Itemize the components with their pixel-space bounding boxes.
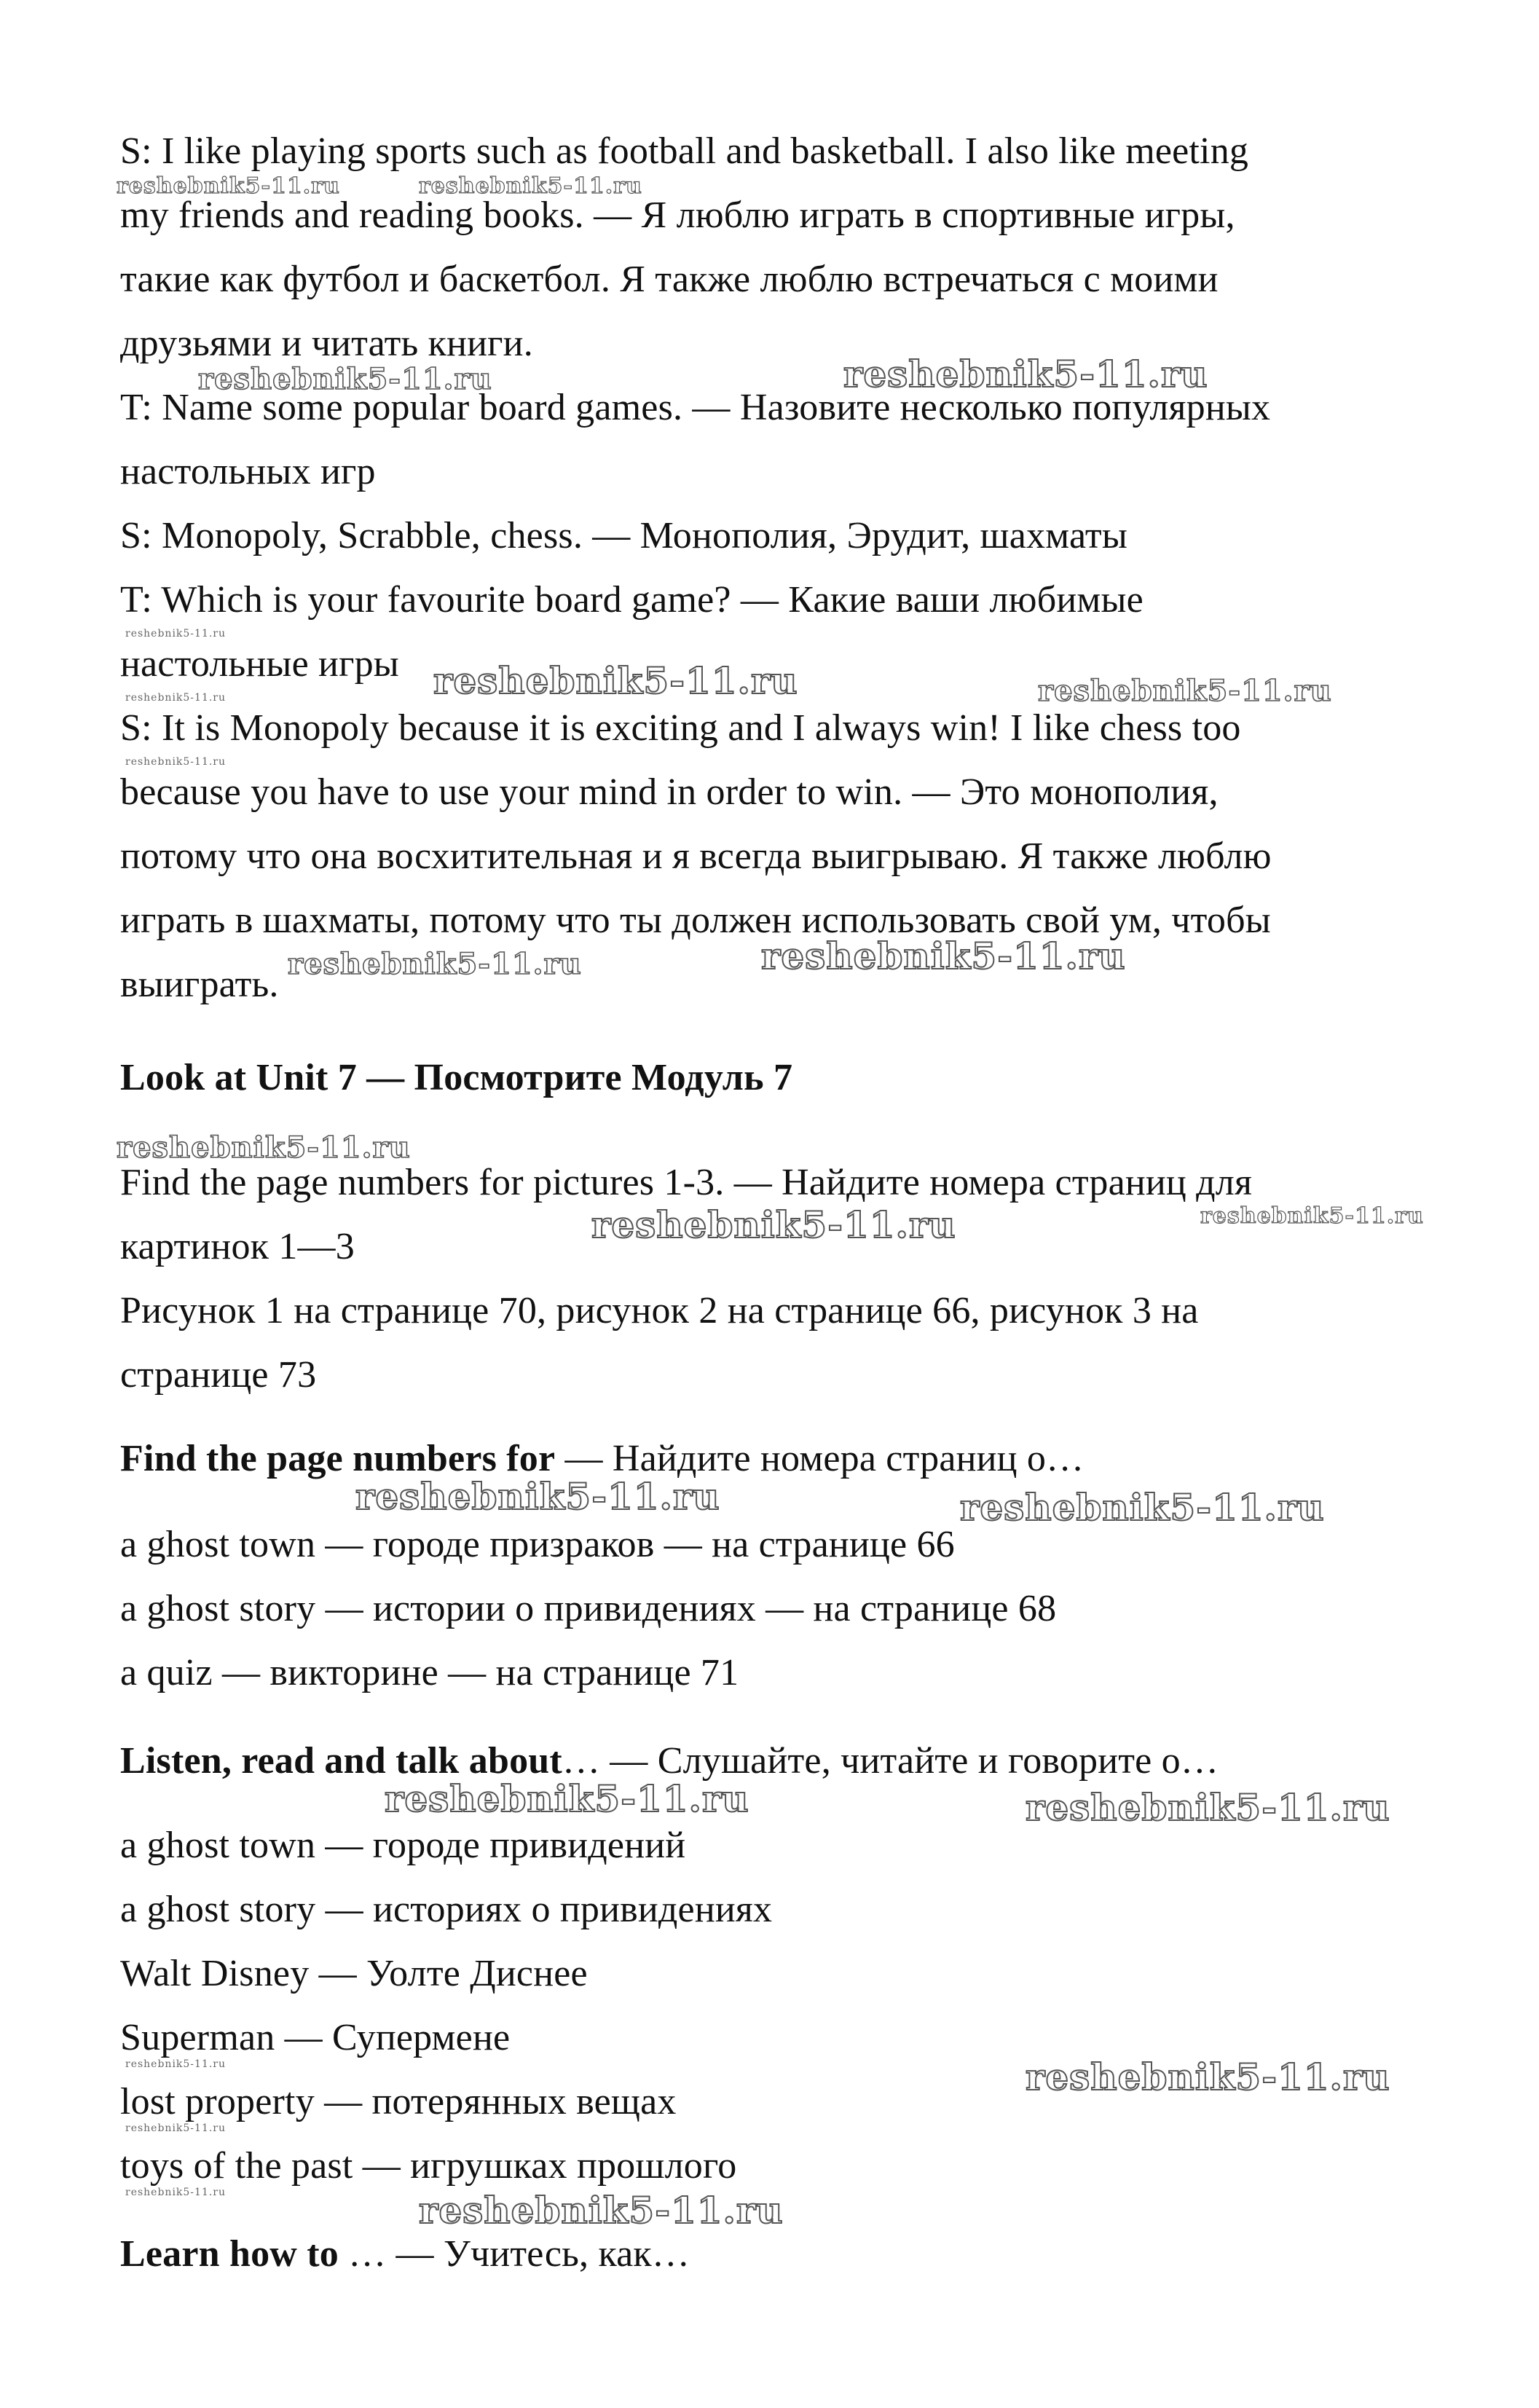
watermark: reshebnik5-11.ru — [385, 1777, 749, 1820]
dialogue-line: играть в шахматы, потому что ты должен использовать свой ум, чтобы — [120, 900, 1271, 941]
watermark: reshebnik5-11.ru — [433, 659, 798, 702]
watermark: reshebnik5-11.ru — [125, 2058, 227, 2070]
listen-item: a ghost town — городе привидений — [120, 1825, 686, 1866]
dialogue-line: такие как футбол и баскетбол. Я также люблю встречаться с моими — [120, 259, 1219, 300]
watermark: reshebnik5-11.ru — [1038, 674, 1332, 708]
dialogue-line: потому что она восхитительная и я всегда выигрываю. Я также люблю — [120, 835, 1272, 877]
dialogue-line: my friends and reading books. — Я люблю играть в спортивные игры, — [120, 194, 1235, 236]
watermark: reshebnik5-11.ru — [117, 1130, 411, 1165]
listen-heading-rest: … — Слушайте, читайте и говорите о… — [562, 1740, 1219, 1782]
unit-heading: Look at Unit 7 — Посмотрите Модуль 7 — [120, 1057, 793, 1098]
find-item: a ghost town — городе призраков — на странице 66 — [120, 1524, 955, 1565]
find-heading-bold: Find the page numbers for — [120, 1438, 556, 1479]
watermark: reshebnik5-11.ru — [125, 2122, 227, 2134]
listen-heading — [120, 1739, 1219, 1783]
pictures-line: странице 73 — [120, 1354, 317, 1396]
dialogue-line: настольных игр — [120, 451, 376, 492]
find-heading — [120, 1437, 1084, 1481]
watermark: reshebnik5-11.ru — [1026, 1786, 1390, 1829]
listen-item: a ghost story — историях о привидениях — [120, 1889, 773, 1930]
watermark: reshebnik5-11.ru — [125, 756, 227, 768]
watermark: reshebnik5-11.ru — [761, 935, 1126, 977]
dialogue-line: because you have to use your mind in order to win. — Это монополия, — [120, 771, 1219, 813]
listen-item: Walt Disney — Уолте Диснее — [120, 1953, 588, 1994]
watermark: reshebnik5-11.ru — [288, 947, 582, 981]
dialogue-line: настольные игры — [120, 643, 399, 685]
watermark: reshebnik5-11.ru — [125, 628, 227, 640]
pictures-line: картинок 1—3 — [120, 1226, 355, 1267]
learn-heading — [120, 2232, 690, 2276]
dialogue-line: S: Monopoly, Scrabble, chess. — Монополия, Эрудит, шахматы — [120, 515, 1127, 556]
watermark: reshebnik5-11.ru — [1026, 2055, 1390, 2098]
listen-heading-bold: Listen, read and talk about — [120, 1740, 562, 1782]
listen-item: lost property — потерянных вещах — [120, 2081, 677, 2122]
watermark: reshebnik5-11.ru — [419, 2189, 784, 2232]
dialogue-line: T: Name some popular board games. — Назовите несколько популярных — [120, 387, 1271, 428]
watermark: reshebnik5-11.ru — [1200, 1203, 1424, 1229]
find-item: a ghost story — истории о привидениях — на странице 68 — [120, 1588, 1057, 1629]
pictures-line: Рисунок 1 на странице 70, рисунок 2 на странице 66, рисунок 3 на — [120, 1290, 1199, 1331]
watermark: reshebnik5-11.ru — [117, 173, 340, 199]
watermark: reshebnik5-11.ru — [125, 692, 227, 704]
watermark: reshebnik5-11.ru — [355, 1475, 720, 1518]
learn-heading-rest: … — Учитесь, как… — [338, 2233, 690, 2275]
watermark: reshebnik5-11.ru — [125, 2187, 227, 2198]
listen-item: Superman — Супермене — [120, 2017, 511, 2058]
dialogue-line: S: I like playing sports such as football and basketball. I also like meeting — [120, 130, 1249, 172]
dialogue-line: S: It is Monopoly because it is exciting and I always win! I like chess too — [120, 707, 1241, 749]
dialogue-line: выиграть. — [120, 964, 279, 1005]
dialogue-line: друзьями и читать книги. — [120, 323, 533, 364]
watermark: reshebnik5-11.ru — [960, 1486, 1325, 1529]
find-item: a quiz — викторине — на странице 71 — [120, 1652, 739, 1693]
learn-heading-bold: Learn how to — [120, 2233, 339, 2275]
pictures-line: Find the page numbers for pictures 1-3. — Найдите номера страниц для — [120, 1162, 1253, 1203]
listen-item: toys of the past — игрушках прошлого — [120, 2145, 737, 2187]
find-heading-rest: — Найдите номера страниц о… — [555, 1438, 1085, 1479]
watermark: reshebnik5-11.ru — [843, 353, 1208, 396]
watermark: reshebnik5-11.ru — [591, 1203, 956, 1246]
watermark: reshebnik5-11.ru — [419, 173, 642, 199]
watermark: reshebnik5-11.ru — [198, 362, 492, 396]
dialogue-line: T: Which is your favourite board game? — Какие ваши любимые — [120, 579, 1144, 621]
